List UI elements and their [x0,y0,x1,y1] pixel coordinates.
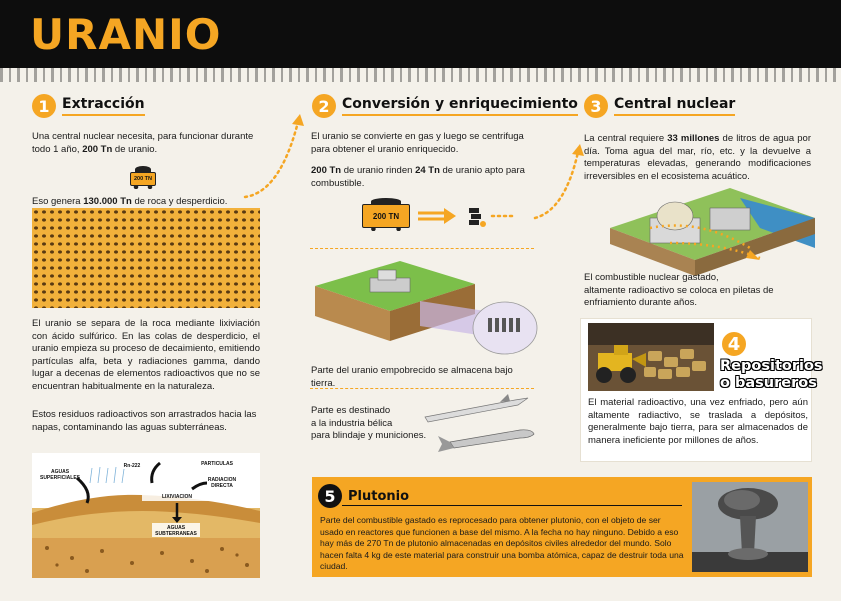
s2-p2-text-2: de uranio apto para combustible. [311,165,525,189]
s4-paragraph-1: El material radioactivo, una vez enfriado, pero aún altamente radiactivo, se traslada a depósitos, generalmente bajo tierra, para ser almacenados de manera ineficiente por millones de años. [588,397,808,446]
diag-label-radiacion-1: RADIACION [207,477,237,483]
repository-photo [588,323,714,391]
s2-p4-line-2: a la industria bélica [311,417,393,429]
s2-divider-2 [310,388,534,389]
s3-p1-bold: 33 millones [667,133,720,144]
section-4-title-line-2: o basureros [720,375,817,391]
section-3-heading [584,94,735,118]
diag-label-radiacion-2: DIRECTA [211,483,233,489]
section-4-title [720,358,823,392]
s1-p2-text: Eso genera [32,196,84,207]
s3-p1-end: de litros de agua por día. Toma agua del mar, río, etc. y la devuelve a temperaturas elevadas, generando modificaciones irreversibles en el ecosistema acuático. [584,133,811,182]
diag-label-rn222: Rn-222 [123,463,141,469]
s2-truck-label: 200 TN [372,211,400,221]
arrow-1-to-2 [240,112,310,202]
section-3-number: 3 [584,94,608,118]
s1-truck-icon [130,172,156,186]
section-3-label: Central nuclear [614,96,735,116]
s3-p2-line-2: altamente radioactivo se coloca en piletas de enfriamiento durante años. [584,284,774,309]
s5-paragraph-1: Parte del combustible gastado es reprocesado para obtener plutonio, con el objeto de ser usado en reactores que funcionen a base del mismo. A la fecha no hay ninguno. Debido a eso hay más de 270 Tn de plutonio almacenadas en depósitos civiles alrededor del mundo. Solo hacen falta 4 kg de este material para construir una bomba atómica, capaz de destruir toda una ciudad. [320,515,684,572]
diag-label-lixiviacion: LIXIVIACION [161,494,193,500]
diag-label-aguas-sub-2: SUBTERRANEAS [155,531,197,537]
section-2-number: 2 [312,94,336,118]
missiles-illustration [420,392,540,454]
s2-p2-bold-1: 200 Tn [311,165,342,176]
s3-paragraph-2 [584,272,811,310]
s1-p1-end: de uranio. [112,143,158,155]
diag-label-aguas-sub-1: AGUAS [166,525,186,531]
s2-paragraph-1: El uranio se convierte en gas y luego se centrifuga para obtener el uranio enriquecido. [311,131,524,155]
s2-paragraph-3: Parte del uranio empobrecido se almacena bajo tierra. [311,365,513,389]
s1-paragraph-4: Estos residuos radioactivos son arrastrados hacia las napas, contaminando las aguas subterráneas. [32,409,257,433]
header-grunge-edge [0,68,841,82]
s1-p1-text: Una central nuclear necesita, para funcionar durante todo 1 año, [32,131,254,155]
s3-p1-text: La central requiere [584,133,668,144]
s1-paragraph-1 [32,131,262,156]
s2-truck-icon [362,204,410,228]
s1-paragraph-3: El uranio se separa de la roca mediante lixiviación con ácido sulfúrico. En las colas de desperdicio, el uranio empieza su proceso de decaimiento, emitiendo partículas alfa, beta y radiaciones gamma, dando lugar a decenas de elementos radioactivos que no se encuentran habitualmente en la naturaleza. [32,318,260,392]
nuclear-plant-illustration [610,188,815,278]
s5-rule [342,505,682,506]
page-title: URANIO [30,10,222,59]
section-4-number-wrap [720,330,748,358]
section-1-number: 1 [32,94,56,118]
s1-p1-bold: 200 Tn [82,143,113,155]
rock-waste-icon-grid [32,208,260,308]
diag-label-particulas: PARTICULAS [201,461,233,467]
s1-p2-bold: 130.000 Tn [83,196,132,207]
section-1-heading [32,94,145,118]
mining-contamination-diagram [32,453,260,578]
header-bar [0,0,841,68]
s1-paragraph-2 [32,196,262,209]
section-5-label: Plutonio [348,488,410,504]
section-4-number: 4 [720,330,748,358]
underground-storage-illustration [310,256,538,356]
s1-truck-label: 200 TN [133,176,153,182]
s2-divider-1 [310,248,534,249]
conversion-arrow-icon [418,208,458,228]
s2-paragraph-2 [311,165,537,190]
fuel-pellet-icon [465,206,489,230]
s3-p2-line-1: El combustible nuclear gastado, [584,272,719,283]
section-4-title-line-1: Repositorios [720,358,823,374]
s2-paragraph-4 [311,405,431,443]
diag-label-aguas-sup-2: SUPERFICIALES [39,475,81,481]
section-2-label: Conversión y enriquecimiento [342,96,578,116]
section-5-number: 5 [318,484,342,508]
section-2-heading [312,94,578,118]
arrow-2-to-3 [530,140,590,225]
s2-p4-line-1: Parte es destinado [311,405,391,416]
mushroom-cloud-photo [692,482,808,572]
diag-label-aguas-sup-1: AGUAS [50,469,70,475]
s1-p2-end: de roca y desperdicio. [131,196,228,207]
s2-p4-line-3: para blindaje y municiones. [311,430,427,442]
s3-paragraph-1 [584,133,811,183]
s2-p2-bold-2: 24 Tn [415,165,440,176]
arrow-2-dots [490,200,520,230]
s2-p2-text-1: de uranio rinden [341,165,416,176]
section-1-label: Extracción [62,96,145,116]
